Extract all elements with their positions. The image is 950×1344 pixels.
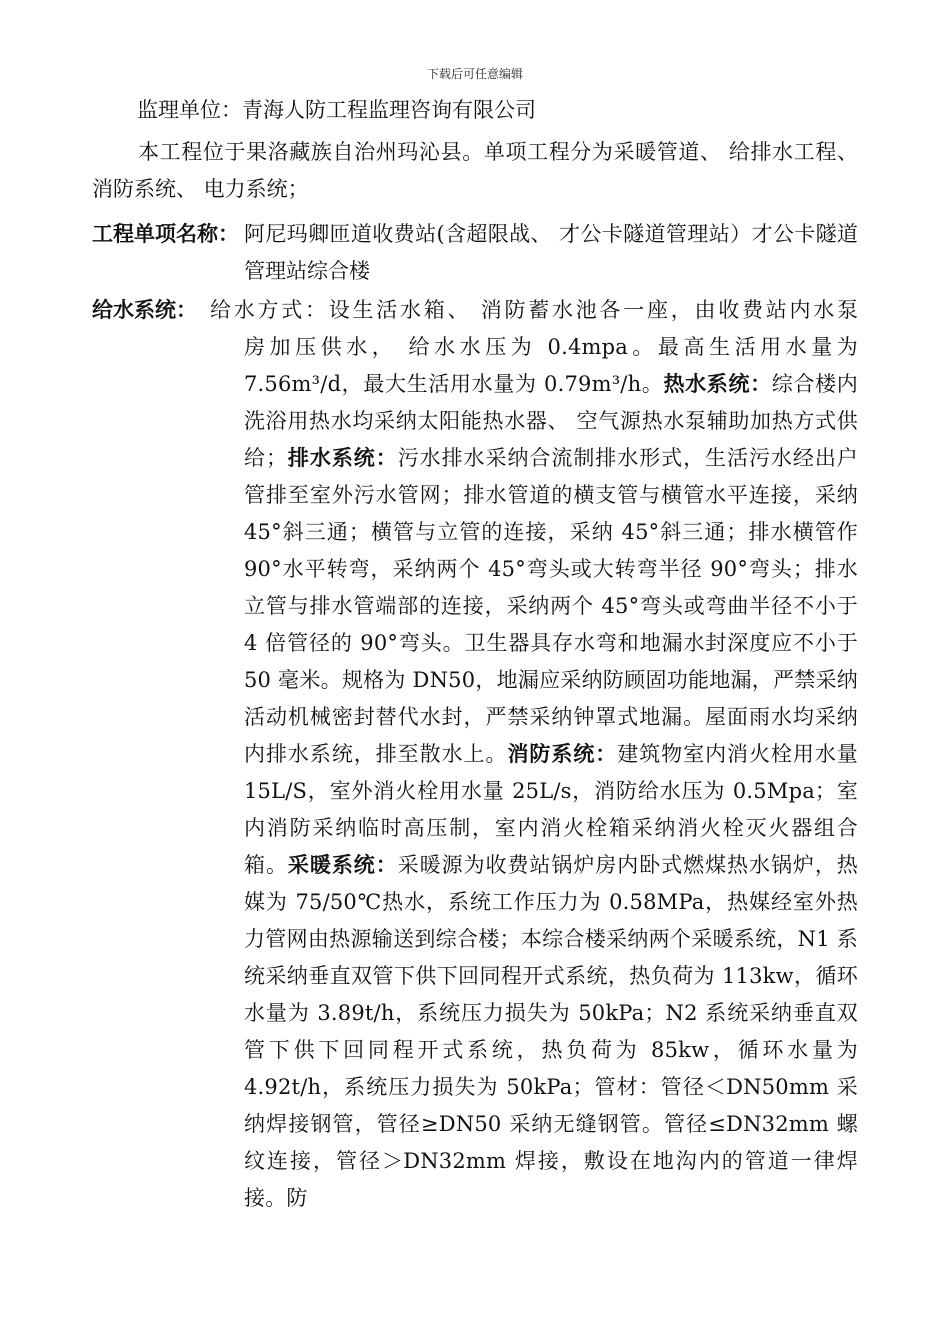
- segment-fire-protection-text: 建筑物室内消火栓用水量 15L/S，室外消火栓用水量 25L/s，消防给水压为 0.5Mpa；室内消防采纳临时高压制，室内消火栓箱采纳消火栓灭火器组合箱。: [244, 742, 859, 877]
- page-header-note: 下载后可任意编辑: [426, 67, 523, 81]
- project-item-label: 工程单项名称：: [92, 222, 239, 246]
- heading-fire-protection-system: 消防系统：: [507, 742, 618, 766]
- segment-hot-water-text: 综合楼内洗浴用热水均采纳太阳能热水器、 空气源热水泵辅助加热方式供给；: [244, 372, 858, 470]
- segment-drainage-text: 污水排水采纳合流制排水形式，生活污水经出户管排至室外污水管网；排水管道的横支管与横管水平连接，采纳 45°斜三通；横管与立管的连接，采纳 45°斜三通；排水横管作 90°水平转弯，采纳两个 45°弯头或大转弯半径 90°弯头；排水立管与排水管端部的连接，采纳两个 45°弯头或弯曲半径不小于 4 倍管径的 90°弯头。卫生器具存水弯和地漏水封深度应不小于 50 毫米。规格为 DN50，地漏应采纳防顾固功能地漏，严禁采纳活动机械密封替代水封，严禁采纳钟罩式地漏。屋面雨水均采纳内排水系统，排至散水上。: [244, 446, 858, 766]
- heading-heating-system: 采暖系统：: [287, 853, 398, 877]
- project-item-value: 阿尼玛卿匝道收费站(含超限战、 才公卡隧道管理站）才公卡隧道管理站综合楼: [244, 222, 858, 283]
- heading-hot-water-system: 热水系统：: [663, 372, 772, 396]
- heading-drainage-system: 排水系统：: [287, 446, 398, 470]
- segment-water-supply-text: 房加压供水， 给水水压为 0.4mpa。最高生活用水量为 7.56m³/d，最大生活用水量为 0.79m³/h。: [244, 335, 858, 396]
- supervisor-line: 监理单位：青海人防工程监理咨询有限公司: [137, 98, 536, 122]
- project-overview: 本工程位于果洛藏族自治州玛沁县。单项工程分为采暖管道、 给排水工程、 消防系统、 电力系统；: [92, 140, 858, 201]
- water-supply-body: [244, 329, 858, 1217]
- segment-heating-text: 采暖源为收费站锅炉房内卧式燃煤热水锅炉，热媒为 75/50℃热水，系统工作压力为 0.58MPa，热媒经室外热力管网由热源输送到综合楼；本综合楼采纳两个采暖系统，N1 系统采纳垂直双管下供下回同程开式系统，热负荷为 113kw，循环水量为 3.89t/h，系统压力损失为 50kPa；N2 系统采纳垂直双管下供下回同程开式系统，热负荷为 85kw，循环水量为 4.92t/h，系统压力损失为 50kPa；管材：管径＜DN50mm 采纳焊接钢管，管径≥DN50 采纳无缝钢管。管径≤DN32mm 螺纹连接，管径＞DN32mm 焊接，敷设在地沟内的管道一律焊接。防: [244, 853, 859, 1210]
- water-supply-label: 给水系统：: [92, 298, 197, 322]
- water-supply-first-line: 给水方式：设生活水箱、 消防蓄水池各一座，由收费站内水泵: [210, 298, 858, 322]
